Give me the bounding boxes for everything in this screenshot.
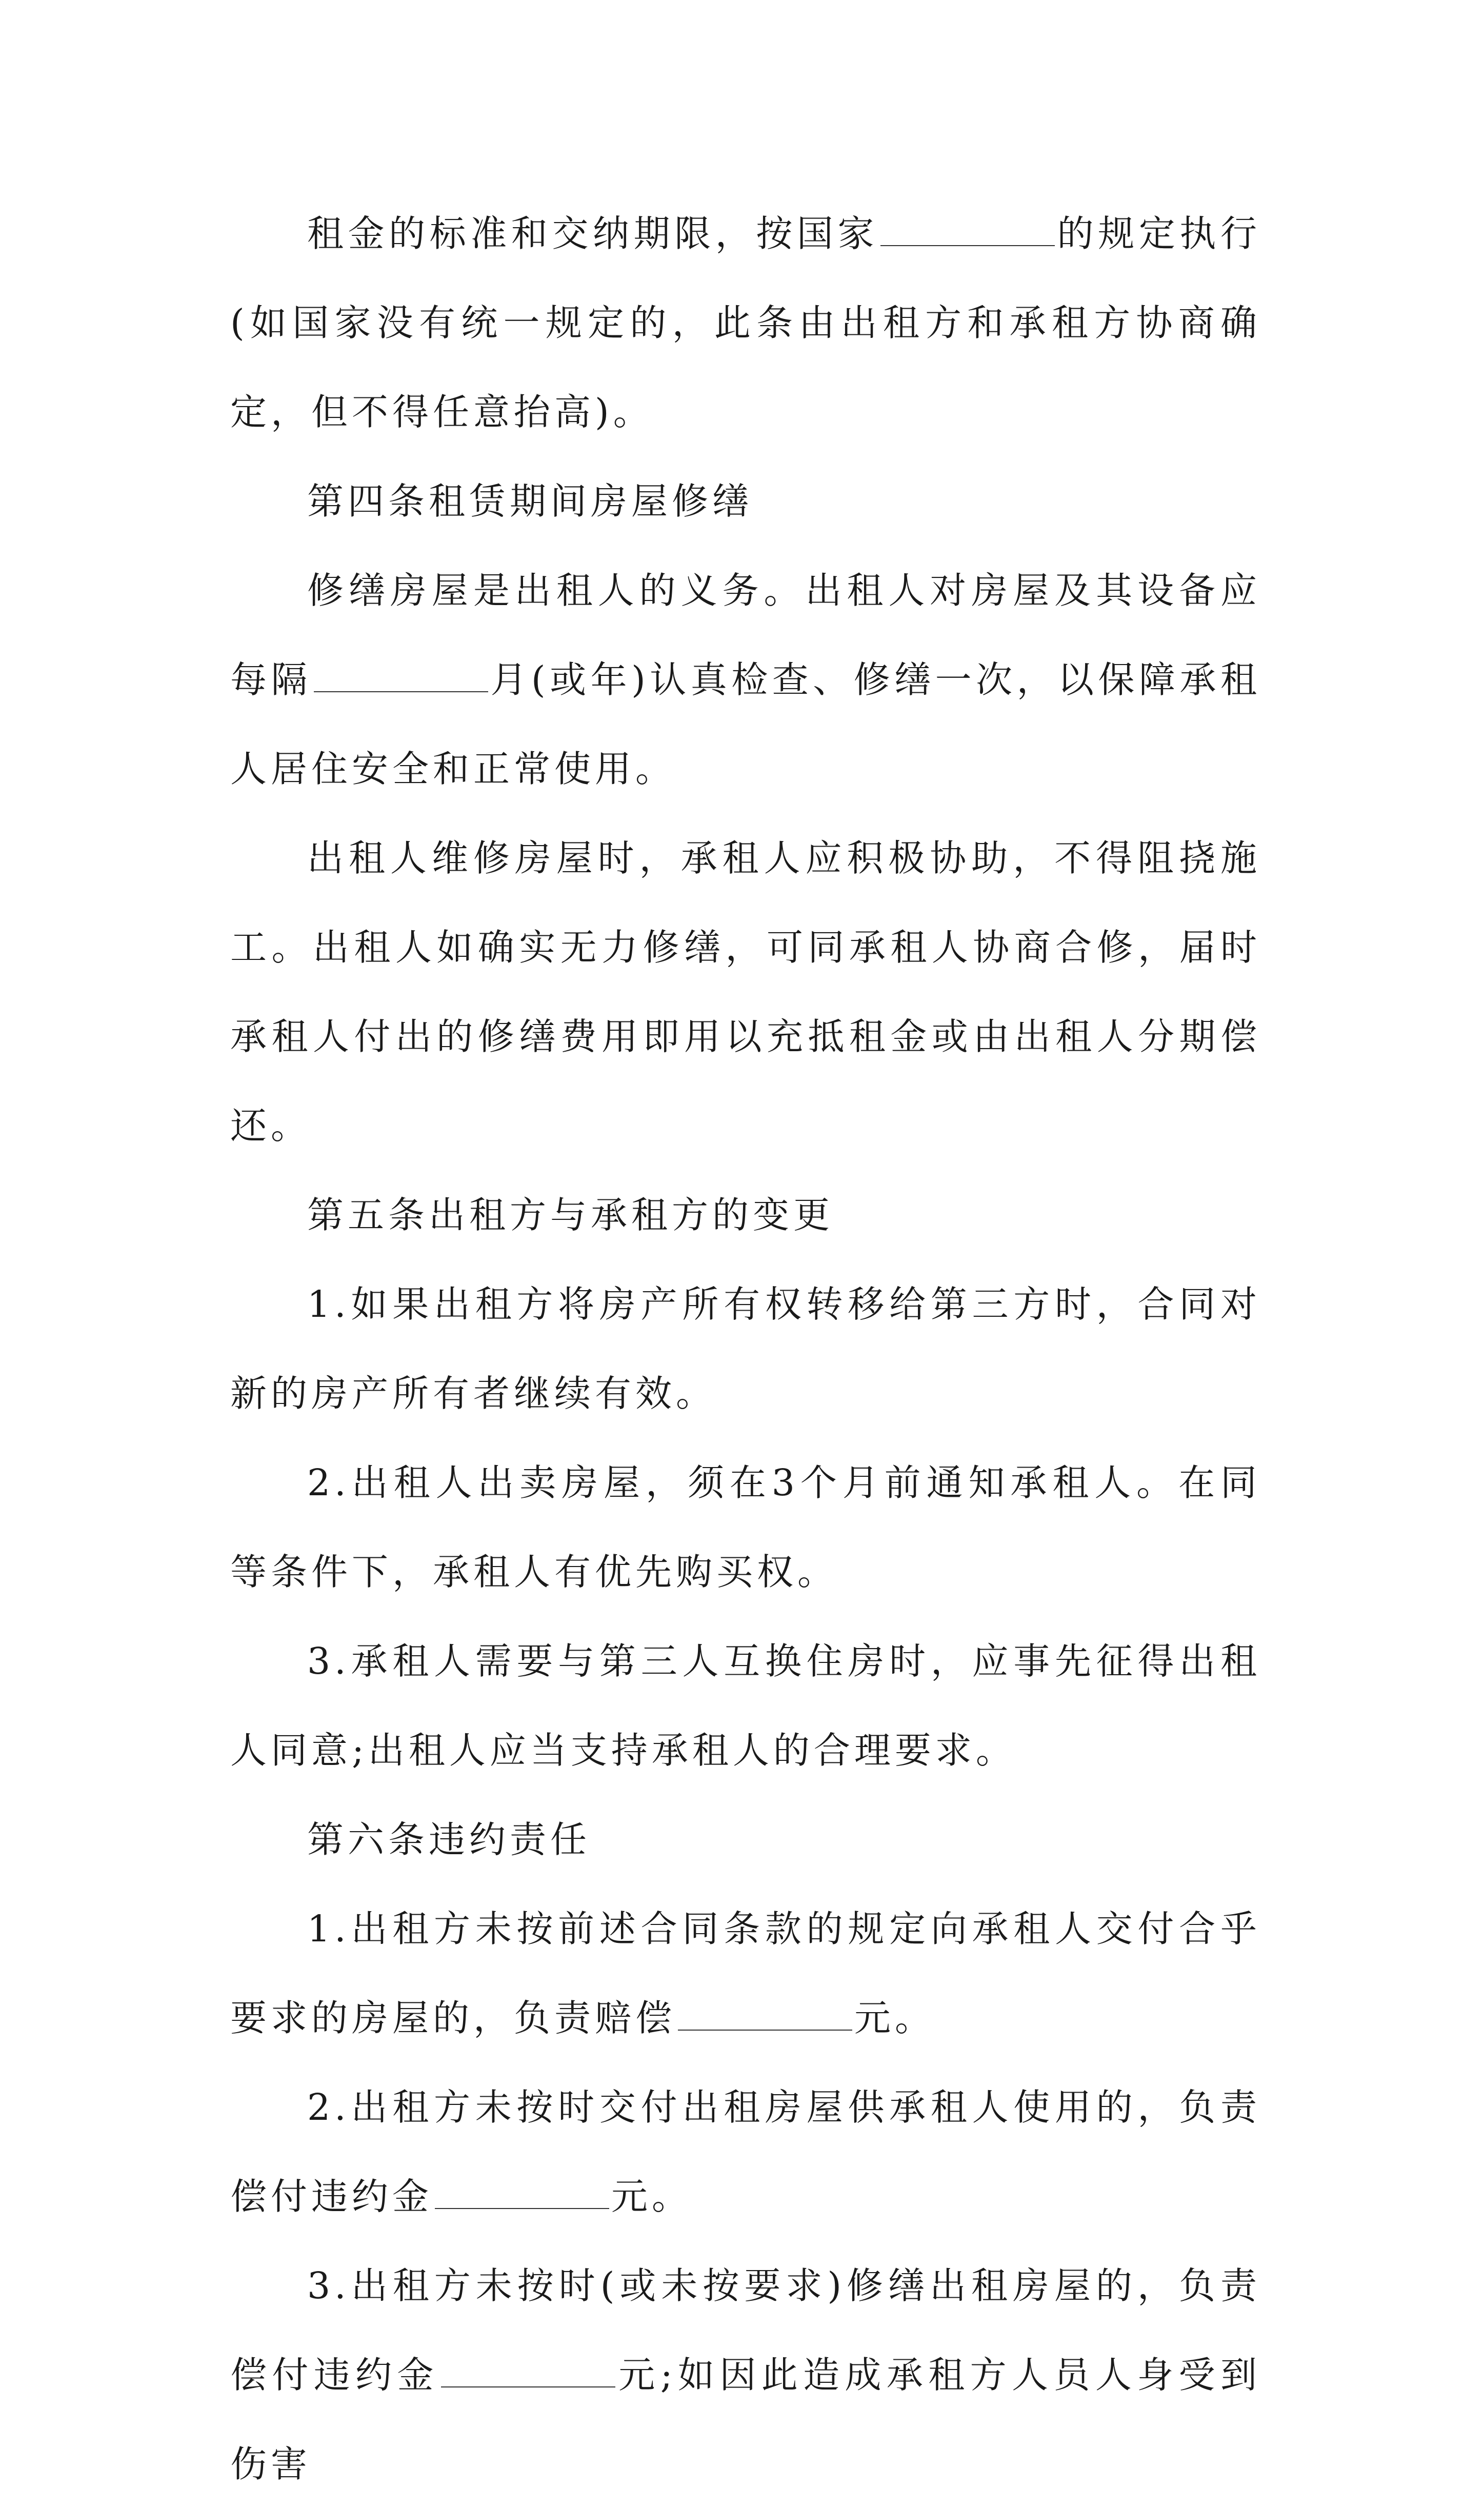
clause-6-2: [230, 2063, 1261, 2241]
paragraph-rent-standard: [230, 189, 1261, 457]
paragraph-text: 元。: [611, 2175, 693, 2218]
paragraph-text: 月(或年)认真检查、修缮一次，以保障承租人居住安全和正常使用。: [230, 658, 1261, 790]
clause-6-3: [230, 2241, 1261, 2509]
paragraph-text: 2.出租人出卖房屋，须在3个月前通知承租人。在同等条件下，承租人有优先购买权。: [230, 1461, 1261, 1593]
fill-in-blank: [678, 2002, 852, 2031]
paragraph-text: 的规定执行(如国家没有统一规定的，此条由出租方和承租方协商确定，但不得任意抬高)。: [230, 212, 1261, 433]
fill-in-blank: [880, 217, 1055, 246]
paragraph-text: 修缮房屋是出租人的义务。出租人对房屋及其设备应每隔: [230, 569, 1261, 701]
paragraph-text: 出租人维修房屋时，承租人应积极协助，不得阻挠施工。出租人如确实无力修缮，可同承租人协商合修，届时承租人付出的修缮费用即用以充抵租金或由出租人分期偿还。: [230, 837, 1261, 1147]
section-heading-article-6: [230, 1795, 1261, 1884]
section-heading-article-5: [230, 1171, 1261, 1260]
fill-in-blank: [441, 2359, 615, 2387]
fill-in-blank: [435, 2180, 609, 2209]
clause-6-1: [230, 1884, 1261, 2063]
heading-text: 第五条出租方与承租方的变更: [307, 1194, 834, 1236]
paragraph-text: 租金的标准和交纳期限，按国家: [307, 212, 879, 255]
document-body: [230, 189, 1261, 2509]
paragraph-text: 元。: [854, 1997, 936, 2039]
clause-5-3: [230, 1617, 1261, 1795]
paragraph-repair-duty: [230, 546, 1261, 814]
paragraph-text: 2.出租方未按时交付出租房屋供承租人使用的，负责偿付违约金: [230, 2086, 1261, 2218]
paragraph-text: 元;如因此造成承租方人员人身受到伤害: [230, 2354, 1261, 2485]
fill-in-blank: [314, 664, 488, 692]
heading-text: 第六条违约责任: [307, 1818, 591, 1861]
clause-5-2: [230, 1438, 1261, 1617]
paragraph-repair-cooperation: [230, 814, 1261, 1171]
clause-5-1: [230, 1260, 1261, 1438]
paragraph-text: 1.如果出租方将房产所有权转移给第三方时，合同对新的房产所有者继续有效。: [230, 1283, 1261, 1415]
paragraph-text: 3.承租人需要与第三人互换住房时，应事先征得出租人同意;出租人应当支持承租人的合理要求。: [230, 1640, 1261, 1772]
paragraph-text: 3.出租方未按时(或未按要求)修缮出租房屋的，负责偿付违约金: [230, 2264, 1261, 2396]
heading-text: 第四条租赁期间房屋修缮: [307, 480, 753, 523]
paragraph-text: 1.出租方未按前述合同条款的规定向承租人交付合乎要求的房屋的，负责赔偿: [230, 1908, 1261, 2039]
section-heading-article-4: [230, 457, 1261, 546]
